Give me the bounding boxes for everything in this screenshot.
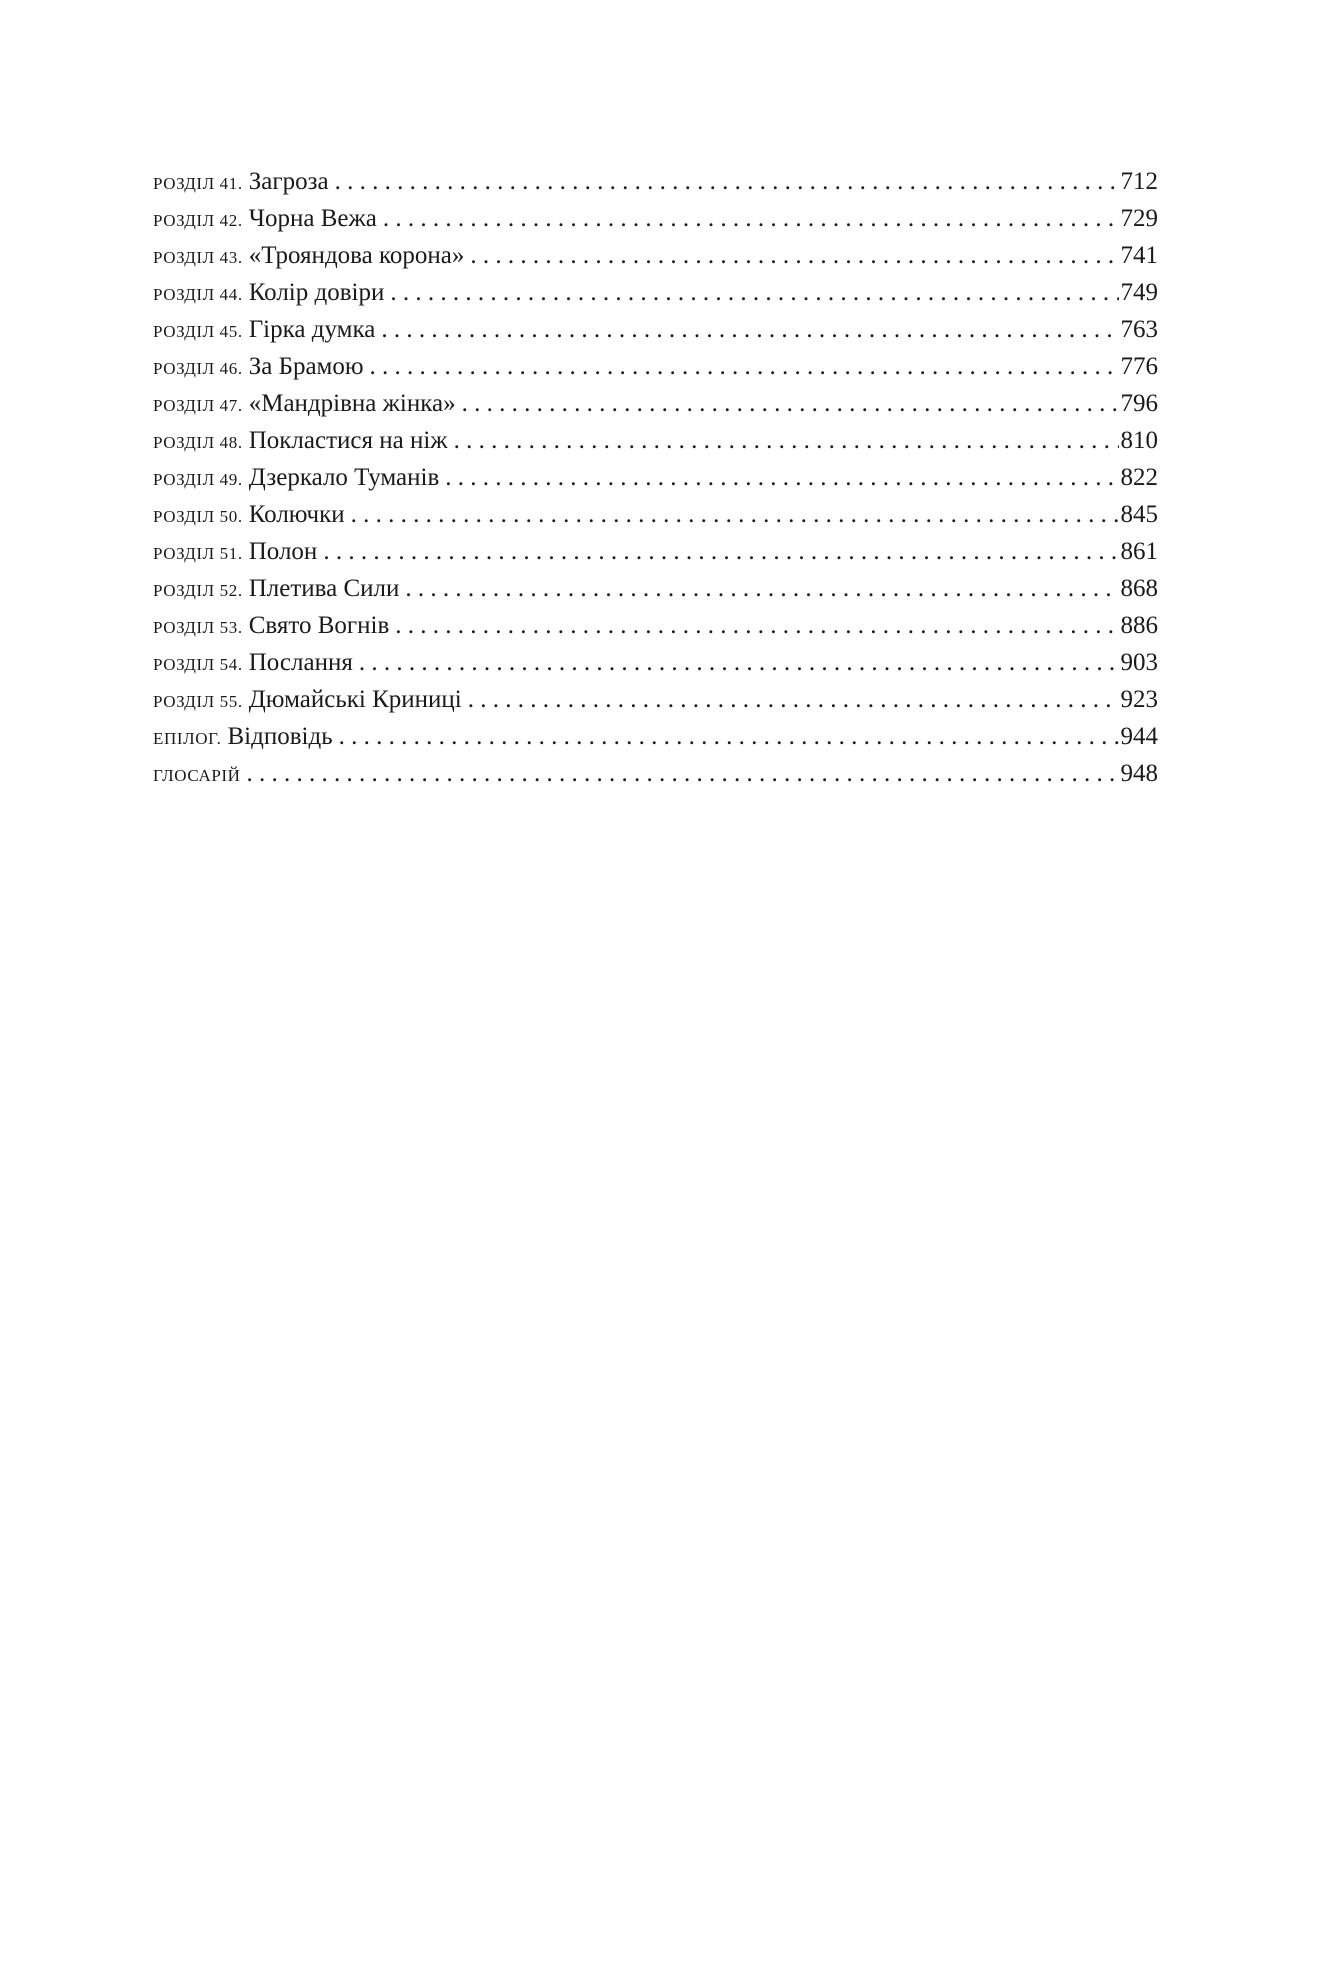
chapter-title: Свято Вогнів <box>248 612 390 639</box>
dot-leader <box>345 496 1119 533</box>
page-number: 923 <box>1120 686 1158 713</box>
dot-leader <box>399 570 1118 607</box>
chapter-prefix: РОЗДІЛ 45. <box>153 322 243 341</box>
toc-entry-chapter-48[interactable] <box>153 422 1158 459</box>
chapter-prefix: РОЗДІЛ 41. <box>153 174 243 193</box>
page-number: 944 <box>1120 723 1158 750</box>
chapter-title: Полон <box>248 538 318 565</box>
table-of-contents <box>153 163 1158 792</box>
page-number: 796 <box>1120 390 1158 417</box>
dot-leader <box>353 644 1119 681</box>
chapter-title: Дюмайські Криниці <box>248 686 462 713</box>
toc-entry-chapter-54[interactable] <box>153 644 1158 681</box>
toc-entry-epilogue[interactable] <box>153 718 1158 755</box>
chapter-title: Гірка думка <box>248 316 376 343</box>
chapter-title: Плетива Сили <box>248 575 400 602</box>
toc-entry-chapter-55[interactable] <box>153 681 1158 718</box>
chapter-prefix: РОЗДІЛ 47. <box>153 396 243 415</box>
toc-entry-chapter-47[interactable] <box>153 385 1158 422</box>
page-number: 903 <box>1120 649 1158 676</box>
dot-leader <box>317 533 1118 570</box>
toc-entry-chapter-50[interactable] <box>153 496 1158 533</box>
toc-entry-chapter-46[interactable] <box>153 348 1158 385</box>
dot-leader <box>464 237 1118 274</box>
page-number: 861 <box>1120 538 1158 565</box>
chapter-title: Послання <box>248 649 353 676</box>
page-number: 712 <box>1120 168 1158 195</box>
dot-leader <box>241 755 1119 792</box>
chapter-title: Загроза <box>248 168 329 195</box>
dot-leader <box>462 681 1119 718</box>
chapter-title: Колір довіри <box>248 279 385 306</box>
dot-leader <box>384 274 1118 311</box>
toc-entry-chapter-44[interactable] <box>153 274 1158 311</box>
page-number: 886 <box>1120 612 1158 639</box>
dot-leader <box>439 459 1118 496</box>
chapter-title: «Трояндова корона» <box>248 242 465 269</box>
chapter-prefix: РОЗДІЛ 55. <box>153 692 243 711</box>
chapter-prefix: РОЗДІЛ 44. <box>153 285 243 304</box>
dot-leader <box>329 163 1119 200</box>
page-number: 763 <box>1120 316 1158 343</box>
chapter-title: За Брамою <box>248 353 364 380</box>
toc-entry-chapter-53[interactable] <box>153 607 1158 644</box>
chapter-title: Покластися на ніж <box>248 427 448 454</box>
chapter-prefix: РОЗДІЛ 54. <box>153 655 243 674</box>
page-number: 948 <box>1120 760 1158 787</box>
dot-leader <box>456 385 1119 422</box>
page-number: 845 <box>1120 501 1158 528</box>
chapter-title: Дзеркало Туманів <box>248 464 440 491</box>
page-number: 776 <box>1120 353 1158 380</box>
dot-leader <box>375 311 1118 348</box>
toc-entry-chapter-45[interactable] <box>153 311 1158 348</box>
toc-entry-chapter-43[interactable] <box>153 237 1158 274</box>
chapter-prefix: РОЗДІЛ 49. <box>153 470 243 489</box>
chapter-title: Чорна Вежа <box>248 205 377 232</box>
chapter-title: Відповідь <box>227 723 333 750</box>
page-number: 749 <box>1120 279 1158 306</box>
toc-entry-chapter-49[interactable] <box>153 459 1158 496</box>
page-number: 868 <box>1120 575 1158 602</box>
page-number: 729 <box>1120 205 1158 232</box>
dot-leader <box>389 607 1118 644</box>
dot-leader <box>377 200 1119 237</box>
chapter-title: «Мандрівна жінка» <box>248 390 456 417</box>
dot-leader <box>333 718 1119 755</box>
toc-entry-glossary[interactable] <box>153 755 1158 792</box>
chapter-prefix: РОЗДІЛ 48. <box>153 433 243 452</box>
page-number: 810 <box>1120 427 1158 454</box>
chapter-prefix: РОЗДІЛ 53. <box>153 618 243 637</box>
page-number: 741 <box>1120 242 1158 269</box>
chapter-prefix: ГЛОСАРІЙ <box>153 766 241 785</box>
chapter-prefix: РОЗДІЛ 46. <box>153 359 243 378</box>
toc-entry-chapter-42[interactable] <box>153 200 1158 237</box>
page-number: 822 <box>1120 464 1158 491</box>
dot-leader <box>364 348 1119 385</box>
toc-entry-chapter-52[interactable] <box>153 570 1158 607</box>
dot-leader <box>448 422 1119 459</box>
chapter-prefix: ЕПІЛОГ. <box>153 729 222 748</box>
chapter-prefix: РОЗДІЛ 43. <box>153 248 243 267</box>
toc-entry-chapter-41[interactable] <box>153 163 1158 200</box>
chapter-title: Колючки <box>248 501 345 528</box>
chapter-prefix: РОЗДІЛ 50. <box>153 507 243 526</box>
chapter-prefix: РОЗДІЛ 42. <box>153 211 243 230</box>
chapter-prefix: РОЗДІЛ 51. <box>153 544 243 563</box>
chapter-prefix: РОЗДІЛ 52. <box>153 581 243 600</box>
toc-entry-chapter-51[interactable] <box>153 533 1158 570</box>
